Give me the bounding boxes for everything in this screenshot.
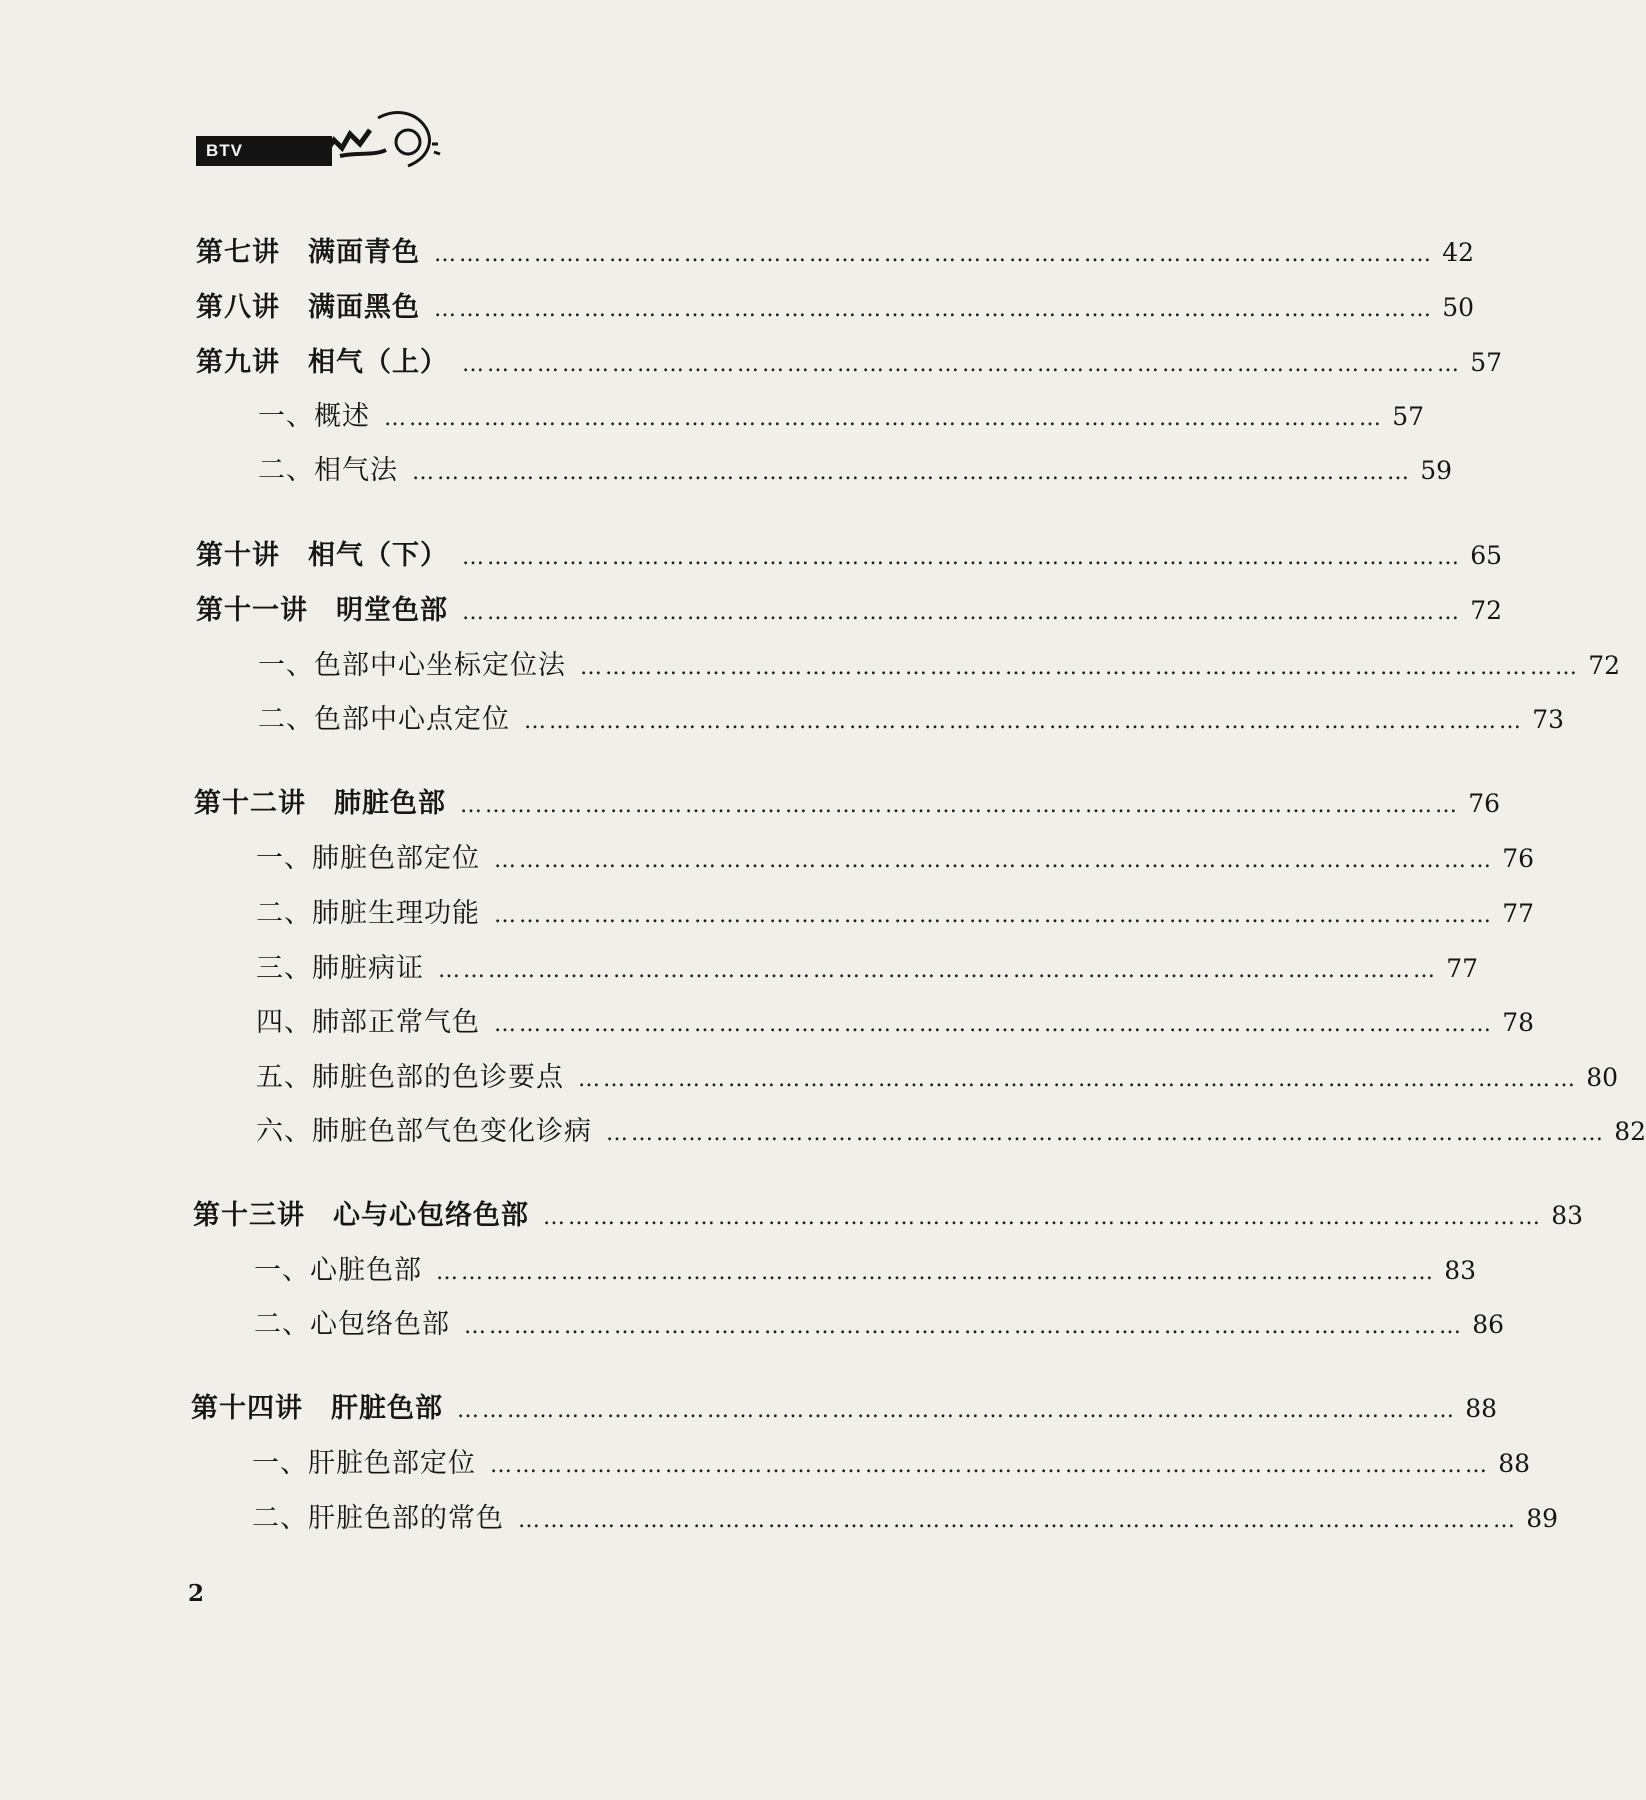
toc-entry (258, 643, 1620, 683)
leader-dots: ………………………………………………………………………………………………………… (462, 352, 1462, 377)
toc-entry (254, 1248, 1476, 1288)
toc-page: 72 (1588, 651, 1620, 680)
leader-dots: ………………………………………………………………………………………………………… (462, 545, 1462, 570)
toc-title: 二、肝脏色部的常色 (252, 1503, 504, 1534)
toc-entry (193, 1193, 1583, 1233)
toc-page: 78 (1502, 1008, 1534, 1037)
leader-dots: ………………………………………………………………………………………………………… (494, 848, 1494, 873)
toc-entry (258, 394, 1424, 434)
toc-entry (196, 340, 1502, 380)
toc-title: 第十三讲 心与心包络色部 (193, 1200, 529, 1231)
leader-dots: ………………………………………………………………………………………………………… (543, 1205, 1543, 1230)
toc-title: 一、心脏色部 (254, 1255, 422, 1286)
toc-page: 77 (1502, 899, 1534, 928)
toc-entry (256, 1055, 1618, 1095)
page-number: 2 (188, 1580, 205, 1607)
leader-dots: ………………………………………………………………………………………………………… (494, 903, 1494, 928)
toc-entry (191, 1386, 1497, 1426)
calligraphy-logo-mark (316, 100, 446, 180)
toc-page: 59 (1420, 456, 1452, 485)
leader-dots: ………………………………………………………………………………………………………… (464, 1314, 1464, 1339)
leader-dots: ………………………………………………………………………………………………………… (490, 1453, 1490, 1478)
header-logo (196, 100, 446, 180)
toc-title: 二、色部中心点定位 (258, 704, 510, 735)
leader-dots: ………………………………………………………………………………………………………… (578, 1067, 1578, 1092)
toc-page: 83 (1444, 1256, 1476, 1285)
toc-entry (258, 448, 1452, 488)
toc-title: 第十二讲 肺脏色部 (194, 788, 446, 819)
toc-page: 50 (1442, 293, 1474, 322)
toc-entry (258, 697, 1564, 737)
toc-page: 73 (1532, 705, 1564, 734)
toc-entry (196, 533, 1502, 573)
toc-title: 第八讲 满面黑色 (196, 292, 420, 323)
toc-title: 一、色部中心坐标定位法 (258, 650, 566, 681)
toc-entry (256, 891, 1534, 931)
toc-title: 二、相气法 (258, 455, 398, 486)
toc-entry (252, 1496, 1558, 1536)
toc-page: 42 (1442, 238, 1474, 267)
leader-dots: ………………………………………………………………………………………………………… (518, 1508, 1518, 1533)
leader-dots: ………………………………………………………………………………………………………… (412, 460, 1412, 485)
leader-dots: ………………………………………………………………………………………………………… (460, 793, 1460, 818)
toc-title: 第九讲 相气（上） (196, 347, 448, 378)
toc-entry (256, 1000, 1534, 1040)
toc-entry (196, 588, 1502, 628)
leader-dots: ………………………………………………………………………………………………………… (494, 1012, 1494, 1037)
toc-title: 第十讲 相气（下） (196, 540, 448, 571)
toc-title: 二、心包络色部 (254, 1309, 450, 1340)
toc-page: 76 (1502, 844, 1534, 873)
toc-title: 第十四讲 肝脏色部 (191, 1393, 443, 1424)
toc-title: 四、肺部正常气色 (256, 1007, 480, 1038)
leader-dots: ………………………………………………………………………………………………………… (606, 1121, 1606, 1146)
toc-title: 第七讲 满面青色 (196, 237, 420, 268)
toc-page: 57 (1470, 348, 1502, 377)
leader-dots: ………………………………………………………………………………………………………… (462, 600, 1462, 625)
toc-entry (252, 1441, 1530, 1481)
toc-entry (194, 781, 1500, 821)
toc-entry (196, 285, 1474, 325)
toc-page: 88 (1498, 1449, 1530, 1478)
leader-dots: ………………………………………………………………………………………………………… (457, 1398, 1457, 1423)
btv-badge: BTV (196, 136, 332, 166)
toc-page: 77 (1446, 954, 1478, 983)
toc-page: 86 (1472, 1310, 1504, 1339)
toc-title: 五、肺脏色部的色诊要点 (256, 1062, 564, 1093)
toc-page: 80 (1586, 1063, 1618, 1092)
toc-title: 第十一讲 明堂色部 (196, 595, 448, 626)
toc-title: 一、概述 (258, 401, 370, 432)
leader-dots: ………………………………………………………………………………………………………… (438, 958, 1438, 983)
toc-page: 83 (1551, 1201, 1583, 1230)
toc-title: 三、肺脏病证 (256, 953, 424, 984)
leader-dots: ………………………………………………………………………………………………………… (524, 709, 1524, 734)
toc-page: 65 (1470, 541, 1502, 570)
toc-page: 82 (1614, 1117, 1646, 1146)
leader-dots: ………………………………………………………………………………………………………… (436, 1260, 1436, 1285)
toc-page: 57 (1392, 402, 1424, 431)
leader-dots: ………………………………………………………………………………………………………… (434, 242, 1434, 267)
toc-page: 88 (1465, 1394, 1497, 1423)
leader-dots: ………………………………………………………………………………………………………… (580, 655, 1580, 680)
toc-title: 六、肺脏色部气色变化诊病 (256, 1116, 592, 1147)
toc-entry (254, 1302, 1504, 1342)
toc-entry (256, 836, 1534, 876)
leader-dots: ………………………………………………………………………………………………………… (384, 406, 1384, 431)
toc-entry (196, 230, 1474, 270)
toc-title: 一、肺脏色部定位 (256, 843, 480, 874)
leader-dots: ………………………………………………………………………………………………………… (434, 297, 1434, 322)
toc-entry (256, 1109, 1646, 1149)
toc-title: 二、肺脏生理功能 (256, 898, 480, 929)
toc-page: 76 (1468, 789, 1500, 818)
toc-title: 一、肝脏色部定位 (252, 1448, 476, 1479)
toc-page: 89 (1526, 1504, 1558, 1533)
toc-page: 72 (1470, 596, 1502, 625)
toc-entry (256, 946, 1478, 986)
